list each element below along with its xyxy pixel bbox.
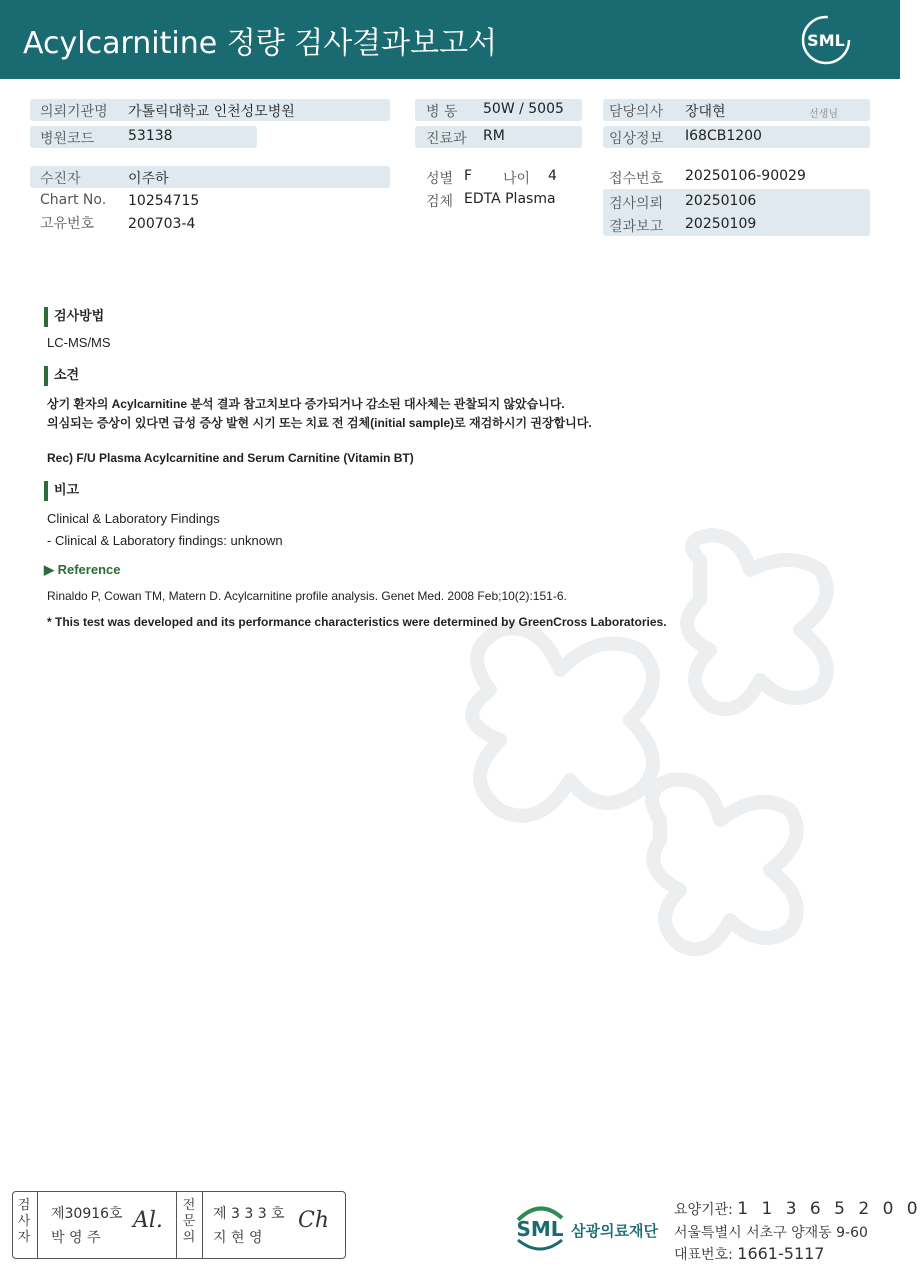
address: 서울특별시 서초구 양재동 9-60 bbox=[674, 1225, 868, 1241]
receipt-label: 접수번호 bbox=[609, 171, 664, 187]
report-title: Acylcarnitine 정량 검사결과보고서 bbox=[23, 26, 498, 61]
phone-value: 1661-5117 bbox=[737, 1244, 825, 1263]
patient-label: 수진자 bbox=[40, 171, 81, 187]
care-line bbox=[674, 1199, 922, 1219]
examiner-signature: Al. bbox=[133, 1208, 163, 1233]
care-label: 요양기관: bbox=[674, 1202, 738, 1218]
clinical-label: 임상정보 bbox=[609, 131, 664, 147]
reference-title: ▶ Reference bbox=[44, 562, 121, 577]
report-label: 결과보고 bbox=[609, 219, 664, 235]
remarks-title: 비고 bbox=[44, 481, 79, 501]
divider bbox=[176, 1192, 177, 1258]
unique-value: 200703-4 bbox=[128, 216, 196, 232]
sml-logo-icon bbox=[800, 14, 852, 66]
reference-note: * This test was developed and its performance characteristics were determined by GreenCross Laboratories. bbox=[47, 615, 667, 629]
doctor-value: 장대현 bbox=[685, 104, 726, 120]
reference-citation: Rinaldo P, Cowan TM, Matern D. Acylcarnitine profile analysis. Genet Med. 2008 Feb;10(2):151-6. bbox=[47, 589, 567, 603]
dept-value: RM bbox=[483, 128, 505, 144]
ward-value: 50W / 5005 bbox=[483, 101, 564, 117]
method-title: 검사방법 bbox=[44, 307, 104, 327]
sml-footer-logo-icon bbox=[510, 1200, 570, 1255]
findings-line-3: Rec) F/U Plasma Acylcarnitine and Serum Carnitine (Vitamin BT) bbox=[47, 451, 414, 465]
request-label: 검사의뢰 bbox=[609, 196, 664, 212]
sex-label: 성별 bbox=[426, 171, 454, 187]
doctor-suffix: 선생님 bbox=[809, 109, 838, 120]
institution-value: 가톨릭대학교 인천성모병원 bbox=[128, 104, 295, 120]
patient-value: 이주하 bbox=[128, 171, 169, 187]
chart-value: 10254715 bbox=[128, 193, 200, 209]
sml-footer-logo-text: SML bbox=[516, 1217, 564, 1241]
org-name: 삼광의료재단 bbox=[571, 1222, 658, 1240]
doctor-label: 담당의사 bbox=[609, 104, 664, 120]
patient-box bbox=[30, 166, 390, 188]
age-label: 나이 bbox=[503, 171, 531, 187]
findings-line-2: 의심되는 증상이 있다면 급성 증상 발현 시기 또는 치료 전 검체(initial sample)로 재검하시기 권장합니다. bbox=[47, 416, 592, 430]
hospital-code-value: 53138 bbox=[128, 128, 173, 144]
signature-box bbox=[12, 1191, 346, 1259]
divider bbox=[202, 1192, 203, 1258]
phone-line bbox=[674, 1244, 824, 1264]
request-value: 20250106 bbox=[685, 193, 757, 209]
ward-label: 병 동 bbox=[426, 104, 458, 120]
phone-label: 대표번호: bbox=[674, 1247, 738, 1263]
age-value: 4 bbox=[548, 168, 557, 184]
hospital-code-label: 병원코드 bbox=[40, 131, 95, 147]
care-value: 1 1 3 6 5 2 0 0 bbox=[737, 1199, 922, 1219]
institution-label: 의뢰기관명 bbox=[40, 104, 108, 120]
findings-line-1: 상기 환자의 Acylcarnitine 분석 결과 참고치보다 증가되거나 감소된 대사체는 관찰되지 않았습니다. bbox=[47, 397, 565, 411]
specialist-signature: Ch bbox=[298, 1208, 330, 1233]
specialist-number: 제 3 3 3 호 bbox=[213, 1206, 285, 1222]
remarks-line-1: Clinical & Laboratory Findings bbox=[47, 511, 220, 526]
examiner-label: 검사자 bbox=[17, 1198, 31, 1245]
clinical-value: I68CB1200 bbox=[685, 128, 762, 144]
receipt-value: 20250106-90029 bbox=[685, 168, 806, 184]
specialist-label: 전문의 bbox=[182, 1198, 196, 1245]
divider bbox=[37, 1192, 38, 1258]
specimen-value: EDTA Plasma bbox=[464, 191, 556, 207]
unique-label: 고유번호 bbox=[40, 216, 95, 232]
remarks-line-2: - Clinical & Laboratory findings: unknown bbox=[47, 533, 283, 548]
chart-label: Chart No. bbox=[40, 192, 107, 208]
examiner-name: 박 영 주 bbox=[51, 1230, 101, 1246]
sml-logo-text: SML bbox=[807, 31, 845, 50]
method-value: LC-MS/MS bbox=[47, 335, 111, 350]
dept-label: 진료과 bbox=[426, 131, 467, 147]
sex-value: F bbox=[464, 168, 473, 184]
specialist-name: 지 현 영 bbox=[213, 1230, 263, 1246]
findings-title: 소견 bbox=[44, 366, 79, 386]
examiner-number: 제30916호 bbox=[51, 1206, 123, 1222]
report-value: 20250109 bbox=[685, 216, 757, 232]
specimen-label: 검체 bbox=[426, 194, 454, 210]
report-header bbox=[0, 0, 900, 79]
